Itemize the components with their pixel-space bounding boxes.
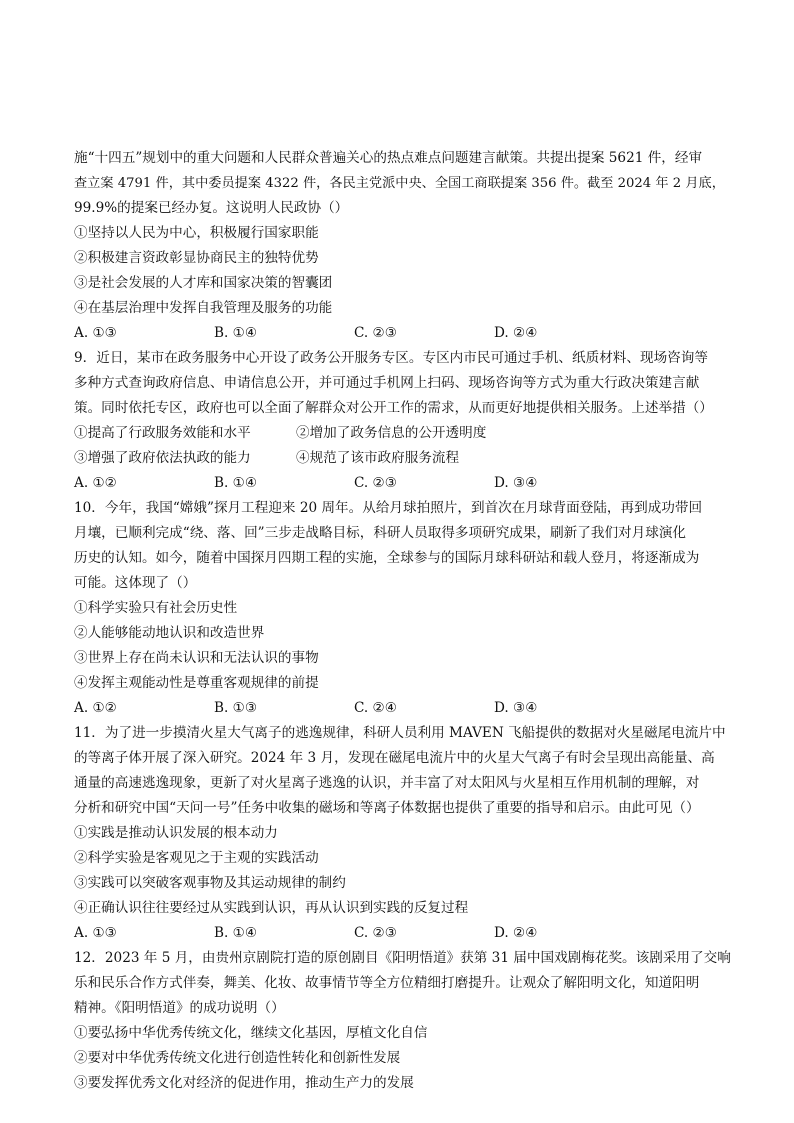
q11-statement: ②科学实验是客观见之于主观的实践活动: [74, 850, 319, 866]
question-11: [74, 721, 734, 946]
q8-statement: ③是社会发展的人才库和国家决策的智囊团: [74, 275, 333, 291]
q8-statement: ④在基层治理中发挥自我管理及服务的功能: [74, 300, 333, 316]
q10-option-b: B. ①③: [214, 700, 258, 716]
q12-statement: ①要弘扬中华优秀传统文化，继续文化基因，厚植文化自信: [74, 1025, 428, 1041]
q9-statement-row: [74, 421, 734, 446]
q9-stem-line: 9．近日，某市在政务服务中心开设了政务公开服务专区。专区内市民可通过手机、纸质材料、现场咨询等: [74, 350, 708, 366]
q11-options: [74, 921, 734, 946]
q9-statement: ①提高了行政服务效能和水平: [74, 425, 251, 441]
q9-statement-row: [74, 446, 734, 471]
q8-stem-line: 施“十四五”规划中的重大问题和人民群众普遍关心的热点难点问题建言献策。共提出提案 5621 件，经审: [74, 150, 703, 166]
q11-option-a: A. ①③: [74, 925, 117, 941]
question-12: [74, 946, 734, 1096]
q8-option-a: A. ①③: [74, 325, 117, 341]
q10-statement: ④发挥主观能动性是尊重客观规律的前提: [74, 675, 319, 691]
q8-statement: ②积极建言资政彰显协商民主的独特优势: [74, 250, 319, 266]
q12-statement: ③要发挥优秀文化对经济的促进作用，推动生产力的发展: [74, 1075, 414, 1091]
q8-statement: ①坚持以人民为中心，积极履行国家职能: [74, 225, 319, 241]
q10-option-c: C. ②④: [354, 700, 397, 716]
question-10: [74, 496, 734, 721]
q12-stem-line: 精神。《阳明悟道》的成功说明（）: [74, 1000, 285, 1016]
q12-stem-line: 12．2023 年 5 月，由贵州京剧院打造的原创剧目《阳明悟道》获第 31 届中国戏剧梅花奖。该剧采用了交响: [74, 950, 731, 966]
q9-options: [74, 471, 734, 496]
q10-statement: ③世界上存在尚未认识和无法认识的事物: [74, 650, 319, 666]
q11-statement: ①实践是推动认识发展的根本动力: [74, 825, 278, 841]
q11-stem-line: 的等离子体开展了深入研究。2024 年 3 月，发现在磁尾电流片中的火星大气离子有时会呈现出高能量、高: [74, 750, 715, 766]
q11-stem-line: 11．为了进一步摸清火星大气离子的逃逸规律，科研人员利用 MAVEN 飞船提供的数据对火星磁尾电流片中: [74, 725, 726, 741]
q10-stem-line: 月壤，已顺利完成“绕、落、回”三步走战略目标，科研人员取得多项研究成果，刷新了我们对月球演化: [74, 525, 687, 541]
q11-stem-line: 分析和研究中国“天问一号”任务中收集的磁场和等离子体数据也提供了重要的指导和启示。由此可见（）: [74, 800, 700, 816]
q8-option-b: B. ①④: [214, 325, 258, 341]
q10-stem-line: 可能。这体现了（）: [74, 575, 197, 591]
q10-statement: ①科学实验只有社会历史性: [74, 600, 238, 616]
q12-stem-line: 乐和民乐合作方式伴奏，舞美、化妆、故事情节等全方位精细打磨提升。让观众了解阳明文化，知道阳明: [74, 975, 700, 991]
q9-stem-line: 策。同时依托专区，政府也可以全面了解群众对公开工作的需求，从而更好地提供相关服务。上述举措（）: [74, 400, 713, 416]
q9-statement: ②增加了政务信息的公开透明度: [296, 425, 487, 441]
q9-option-d: D. ③④: [494, 475, 538, 491]
q11-statement: ④正确认识往往要经过从实践到认识，再从认识到实践的反复过程: [74, 900, 469, 916]
q8-option-c: C. ②③: [354, 325, 397, 341]
question-8: [74, 146, 734, 346]
q8-stem-line: 查立案 4791 件，其中委员提案 4322 件，各民主党派中央、全国工商联提案 356 件。截至 2024 年 2 月底，: [74, 176, 725, 191]
q11-option-b: B. ①④: [214, 925, 258, 941]
q10-option-d: D. ③④: [494, 700, 538, 716]
q10-option-a: A. ①②: [74, 700, 117, 716]
q8-stem-line: 99.9%的提案已经办复。这说明人民政协（）: [74, 200, 349, 216]
q11-stem-line: 通量的高速逃逸现象，更新了对火星离子逃逸的认识，并丰富了对太阳风与火星相互作用机制的理解，对: [74, 775, 700, 791]
q9-stem-line: 多种方式查询政府信息、申请信息公开，并可通过手机网上扫码、现场咨询等方式为重大行政决策建言献: [74, 375, 700, 391]
q11-option-c: C. ②③: [354, 925, 397, 941]
q9-option-b: B. ①④: [214, 475, 258, 491]
q11-statement: ③实践可以突破客观事物及其运动规律的制约: [74, 875, 346, 891]
q11-option-d: D. ②④: [494, 925, 538, 941]
q9-statement: ③增强了政府依法执政的能力: [74, 450, 251, 466]
q12-statement: ②要对中华优秀传统文化进行创造性转化和创新性发展: [74, 1050, 401, 1066]
q8-options: [74, 321, 734, 346]
q8-option-d: D. ②④: [494, 325, 538, 341]
question-9: [74, 346, 734, 496]
q9-option-a: A. ①②: [74, 475, 117, 491]
q10-stem-line: 10．今年，我国“嫦娥”探月工程迎来 20 周年。从给月球拍照片，到首次在月球背面登陆，再到成功带回: [74, 500, 703, 516]
q9-option-c: C. ②③: [354, 475, 397, 491]
q9-statement: ④规范了该市政府服务流程: [296, 450, 460, 466]
question-content: [74, 146, 734, 1096]
q10-stem-line: 历史的认知。如今，随着中国探月四期工程的实施，全球参与的国际月球科研站和载人登月，将逐渐成为: [74, 550, 700, 566]
q10-options: [74, 696, 734, 721]
q10-statement: ②人能够能动地认识和改造世界: [74, 625, 265, 641]
